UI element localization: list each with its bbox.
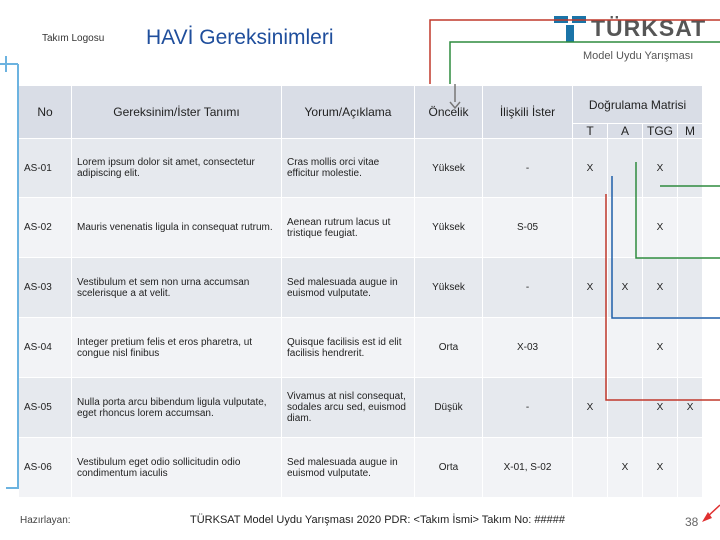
row-requirement: Vestibulum eget odio sollicitudin odio condimentum iaculis xyxy=(72,438,282,498)
gray-connector-line xyxy=(450,84,460,108)
row-mark-tgg: X xyxy=(643,438,678,498)
matrix-col-tgg: TGG xyxy=(643,124,678,139)
row-comment: Cras mollis orci vitae efficitur molestie. xyxy=(282,139,415,198)
row-id: AS-06 xyxy=(19,438,72,498)
row-requirement: Mauris venenatis ligula in consequat rutrum. xyxy=(72,198,282,258)
row-related: X-03 xyxy=(483,318,573,378)
row-requirement: Lorem ipsum dolor sit amet, consectetur adipiscing elit. xyxy=(72,139,282,198)
col-priority: Öncelik xyxy=(415,86,483,139)
row-id: AS-03 xyxy=(19,258,72,318)
row-comment: Sed malesuada augue in euismod vulputate. xyxy=(282,438,415,498)
row-related: S-05 xyxy=(483,198,573,258)
row-mark-tgg: X xyxy=(643,258,678,318)
row-mark-t: X xyxy=(573,139,608,198)
col-comment: Yorum/Açıklama xyxy=(282,86,415,139)
row-mark-t: X xyxy=(573,378,608,438)
row-comment: Aenean rutrum lacus ut tristique feugiat. xyxy=(282,198,415,258)
row-requirement: Nulla porta arcu bibendum ligula vulputate, eget rhoncus lorem accumsan. xyxy=(72,378,282,438)
row-mark-tgg: X xyxy=(643,318,678,378)
col-verification-matrix: Doğrulama Matrisi xyxy=(573,86,703,124)
row-mark-tgg: X xyxy=(643,378,678,438)
row-priority: Düşük xyxy=(415,378,483,438)
row-related: X-01, S-02 xyxy=(483,438,573,498)
row-priority: Yüksek xyxy=(415,198,483,258)
row-mark-a: X xyxy=(608,258,643,318)
row-priority: Yüksek xyxy=(415,258,483,318)
row-id: AS-01 xyxy=(19,139,72,198)
col-no: No xyxy=(19,86,72,139)
footer-text: TÜRKSAT Model Uydu Yarışması 2020 PDR: <Takım İsmi> Takım No: ##### xyxy=(190,514,565,526)
row-related: - xyxy=(483,139,573,198)
row-related: - xyxy=(483,258,573,318)
row-mark-t: X xyxy=(573,258,608,318)
row-priority: Orta xyxy=(415,318,483,378)
left-bracket-line xyxy=(0,56,18,488)
matrix-col-a: A xyxy=(608,124,643,139)
row-priority: Orta xyxy=(415,438,483,498)
matrix-col-m: M xyxy=(678,124,703,139)
row-mark-tgg: X xyxy=(643,139,678,198)
team-logo-placeholder: Takım Logosu xyxy=(42,33,105,44)
row-mark-a: X xyxy=(608,438,643,498)
col-related: İlişkili İster xyxy=(483,86,573,139)
row-related: - xyxy=(483,378,573,438)
row-id: AS-04 xyxy=(19,318,72,378)
brand-subtitle: Model Uydu Yarışması xyxy=(583,50,694,62)
row-id: AS-05 xyxy=(19,378,72,438)
row-mark-tgg: X xyxy=(643,198,678,258)
col-requirement: Gereksinim/İster Tanımı xyxy=(72,86,282,139)
prepared-by-label: Hazırlayan: xyxy=(20,515,71,526)
red-connector-line xyxy=(430,20,720,84)
row-mark-m: X xyxy=(678,378,703,438)
page-arrow-icon xyxy=(702,505,720,522)
matrix-col-t: T xyxy=(573,124,608,139)
row-requirement: Integer pretium felis et eros pharetra, ut congue nisl finibus xyxy=(72,318,282,378)
row-id: AS-02 xyxy=(19,198,72,258)
page-number: 38 xyxy=(685,515,699,529)
page-title: HAVİ Gereksinimleri xyxy=(146,26,334,49)
row-comment: Sed malesuada augue in euismod vulputate. xyxy=(282,258,415,318)
brand-name: TÜRKSAT xyxy=(591,15,707,41)
green-connector-line xyxy=(450,42,720,84)
row-comment: Quisque facilisis est id elit facilisis hendrerit. xyxy=(282,318,415,378)
row-comment: Vivamus at nisl consequat, sodales arcu sed, euismod diam. xyxy=(282,378,415,438)
row-priority: Yüksek xyxy=(415,139,483,198)
verification-connectors xyxy=(606,162,720,400)
row-requirement: Vestibulum et sem non urna accumsan scelerisque a at velit. xyxy=(72,258,282,318)
